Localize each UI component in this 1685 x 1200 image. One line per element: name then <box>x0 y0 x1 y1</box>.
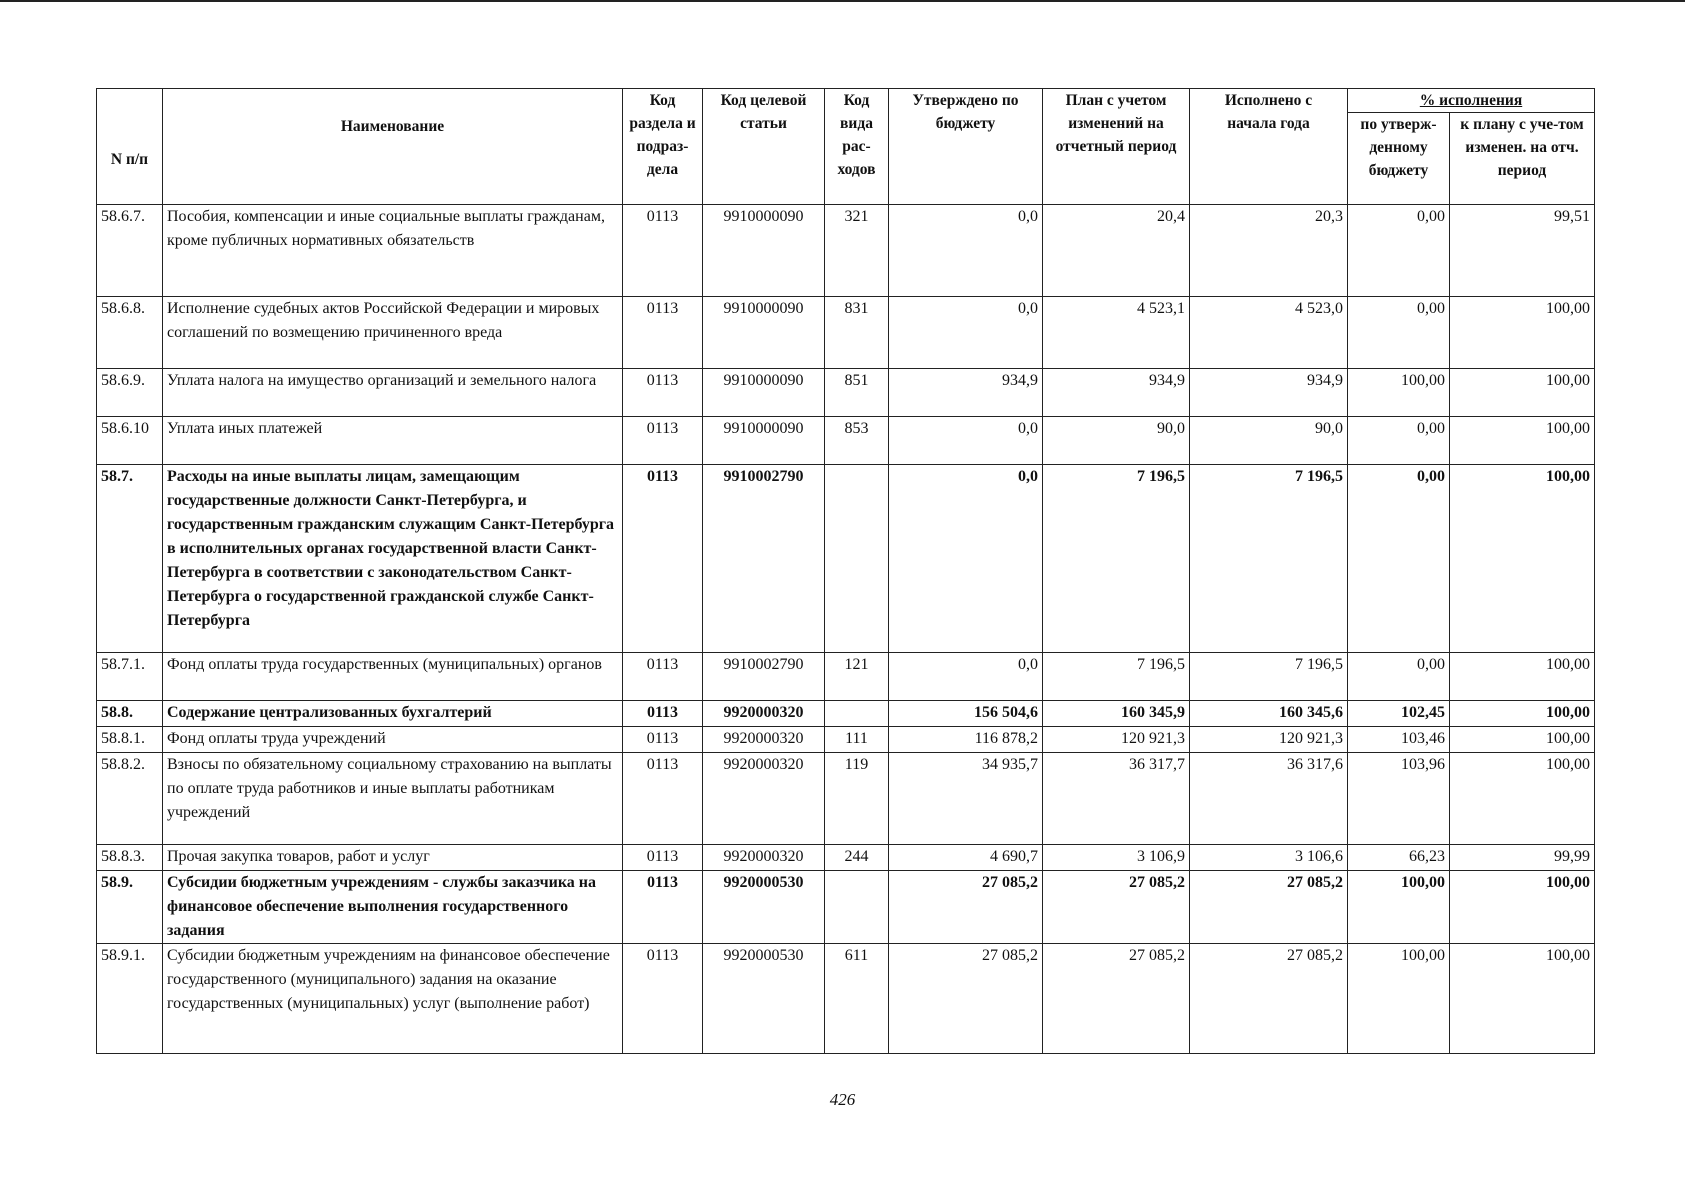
cell-num: 58.7. <box>97 465 163 653</box>
cell-ispoln: 120 921,3 <box>1190 727 1348 753</box>
cell-vid <box>825 465 889 653</box>
cell-vid: 244 <box>825 845 889 871</box>
cell-utv: 0,0 <box>889 653 1043 701</box>
cell-razdel: 0113 <box>623 753 703 845</box>
cell-pct-utv: 0,00 <box>1348 465 1450 653</box>
cell-razdel: 0113 <box>623 944 703 1054</box>
cell-num: 58.7.1. <box>97 653 163 701</box>
cell-pct-plan: 100,00 <box>1450 701 1595 727</box>
cell-pct-utv: 100,00 <box>1348 871 1450 944</box>
cell-name: Взносы по обязательному социальному страхованию на выплаты по оплате труда работников и иные выплаты работникам учреждений <box>163 753 623 845</box>
cell-pct-plan: 100,00 <box>1450 871 1595 944</box>
table-row <box>97 701 1595 727</box>
cell-tselevaya: 9920000530 <box>703 871 825 944</box>
cell-vid: 111 <box>825 727 889 753</box>
cell-pct-utv: 0,00 <box>1348 653 1450 701</box>
cell-vid: 121 <box>825 653 889 701</box>
cell-pct-plan: 100,00 <box>1450 753 1595 845</box>
cell-tselevaya: 9920000530 <box>703 944 825 1054</box>
cell-pct-plan: 100,00 <box>1450 465 1595 653</box>
cell-razdel: 0113 <box>623 701 703 727</box>
cell-name: Содержание централизованных бухгалтерий <box>163 701 623 727</box>
cell-name: Фонд оплаты труда государственных (муниципальных) органов <box>163 653 623 701</box>
cell-pct-utv: 102,45 <box>1348 701 1450 727</box>
cell-utv: 0,0 <box>889 417 1043 465</box>
cell-num: 58.8.3. <box>97 845 163 871</box>
cell-pct-plan: 100,00 <box>1450 727 1595 753</box>
table-row <box>97 205 1595 297</box>
cell-name: Фонд оплаты труда учреждений <box>163 727 623 753</box>
cell-name: Прочая закупка товаров, работ и услуг <box>163 845 623 871</box>
cell-num: 58.8.1. <box>97 727 163 753</box>
cell-ispoln: 90,0 <box>1190 417 1348 465</box>
table-row <box>97 944 1595 1054</box>
cell-name: Уплата иных платежей <box>163 417 623 465</box>
cell-utv: 934,9 <box>889 369 1043 417</box>
header-tselevaya: Код целевой статьи <box>703 89 825 205</box>
cell-num: 58.9. <box>97 871 163 944</box>
cell-name: Субсидии бюджетным учреждениям на финансовое обеспечение государственного (муниципального) задания на оказание государственных (муниципальных) услуг (выполнение работ) <box>163 944 623 1054</box>
cell-pct-utv: 0,00 <box>1348 205 1450 297</box>
cell-ispoln: 36 317,6 <box>1190 753 1348 845</box>
cell-tselevaya: 9920000320 <box>703 753 825 845</box>
cell-utv: 27 085,2 <box>889 944 1043 1054</box>
cell-plan: 120 921,3 <box>1043 727 1190 753</box>
cell-num: 58.6.7. <box>97 205 163 297</box>
cell-name: Уплата налога на имущество организаций и земельного налога <box>163 369 623 417</box>
cell-pct-utv: 0,00 <box>1348 417 1450 465</box>
cell-ispoln: 20,3 <box>1190 205 1348 297</box>
cell-name: Расходы на иные выплаты лицам, замещающим государственные должности Санкт-Петербурга, и государственным гражданским служащим Санкт-Петербурга в исполнительных органах государственной власти Санкт-Петербурга в соответствии с законодательством Санкт-Петербурга о государственной гражданской службе Санкт-Петербурга <box>163 465 623 653</box>
cell-vid: 831 <box>825 297 889 369</box>
cell-razdel: 0113 <box>623 369 703 417</box>
cell-vid <box>825 701 889 727</box>
table-row <box>97 653 1595 701</box>
cell-utv: 0,0 <box>889 465 1043 653</box>
cell-razdel: 0113 <box>623 205 703 297</box>
header-num: N п/п <box>97 89 163 205</box>
cell-plan: 36 317,7 <box>1043 753 1190 845</box>
cell-plan: 160 345,9 <box>1043 701 1190 727</box>
cell-tselevaya: 9920000320 <box>703 727 825 753</box>
cell-ispoln: 4 523,0 <box>1190 297 1348 369</box>
cell-ispoln: 7 196,5 <box>1190 465 1348 653</box>
cell-plan: 4 523,1 <box>1043 297 1190 369</box>
cell-pct-plan: 99,51 <box>1450 205 1595 297</box>
cell-utv: 116 878,2 <box>889 727 1043 753</box>
header-vid: Код вида рас-ходов <box>825 89 889 205</box>
header-razdel: Код раздела и подраз-дела <box>623 89 703 205</box>
cell-pct-utv: 100,00 <box>1348 369 1450 417</box>
header-utv: Утверждено по бюджету <box>889 89 1043 205</box>
cell-plan: 27 085,2 <box>1043 944 1190 1054</box>
cell-ispoln: 3 106,6 <box>1190 845 1348 871</box>
cell-name: Субсидии бюджетным учреждениям - службы заказчика на финансовое обеспечение выполнения государственного задания <box>163 871 623 944</box>
cell-tselevaya: 9910002790 <box>703 465 825 653</box>
cell-name: Исполнение судебных актов Российской Федерации и мировых соглашений по возмещению причиненного вреда <box>163 297 623 369</box>
page-number: 426 <box>829 1090 856 1109</box>
cell-pct-utv: 100,00 <box>1348 944 1450 1054</box>
header-ispoln: Исполнено с начала года <box>1190 89 1348 205</box>
table-body <box>97 205 1595 1054</box>
table-row <box>97 297 1595 369</box>
cell-razdel: 0113 <box>623 871 703 944</box>
cell-pct-utv: 66,23 <box>1348 845 1450 871</box>
cell-utv: 156 504,6 <box>889 701 1043 727</box>
cell-pct-plan: 100,00 <box>1450 369 1595 417</box>
header-pct-plan: к плану с уче-том изменен. на отч. период <box>1450 113 1595 205</box>
cell-num: 58.9.1. <box>97 944 163 1054</box>
cell-num: 58.6.10 <box>97 417 163 465</box>
cell-plan: 7 196,5 <box>1043 465 1190 653</box>
cell-ispoln: 27 085,2 <box>1190 871 1348 944</box>
cell-ispoln: 160 345,6 <box>1190 701 1348 727</box>
cell-plan: 20,4 <box>1043 205 1190 297</box>
cell-razdel: 0113 <box>623 465 703 653</box>
cell-ispoln: 7 196,5 <box>1190 653 1348 701</box>
cell-vid: 853 <box>825 417 889 465</box>
cell-plan: 90,0 <box>1043 417 1190 465</box>
cell-num: 58.8.2. <box>97 753 163 845</box>
cell-plan: 3 106,9 <box>1043 845 1190 871</box>
cell-razdel: 0113 <box>623 653 703 701</box>
cell-tselevaya: 9910000090 <box>703 417 825 465</box>
cell-ispoln: 934,9 <box>1190 369 1348 417</box>
header-name: Наименование <box>163 89 623 205</box>
cell-num: 58.8. <box>97 701 163 727</box>
cell-tselevaya: 9910002790 <box>703 653 825 701</box>
header-plan: План с учетом изменений на отчетный период <box>1043 89 1190 205</box>
cell-tselevaya: 9910000090 <box>703 297 825 369</box>
header-pct-utv: по утверж-денному бюджету <box>1348 113 1450 205</box>
cell-razdel: 0113 <box>623 845 703 871</box>
cell-pct-plan: 100,00 <box>1450 653 1595 701</box>
table-row <box>97 417 1595 465</box>
cell-utv: 0,0 <box>889 205 1043 297</box>
cell-tselevaya: 9920000320 <box>703 845 825 871</box>
cell-utv: 27 085,2 <box>889 871 1043 944</box>
cell-ispoln: 27 085,2 <box>1190 944 1348 1054</box>
cell-pct-utv: 103,46 <box>1348 727 1450 753</box>
cell-plan: 7 196,5 <box>1043 653 1190 701</box>
cell-vid: 851 <box>825 369 889 417</box>
top-rule <box>0 0 1685 2</box>
cell-pct-utv: 103,96 <box>1348 753 1450 845</box>
cell-vid: 611 <box>825 944 889 1054</box>
cell-razdel: 0113 <box>623 417 703 465</box>
cell-plan: 934,9 <box>1043 369 1190 417</box>
table-row <box>97 369 1595 417</box>
cell-tselevaya: 9910000090 <box>703 369 825 417</box>
cell-num: 58.6.9. <box>97 369 163 417</box>
table-row <box>97 871 1595 944</box>
cell-vid: 119 <box>825 753 889 845</box>
cell-pct-plan: 100,00 <box>1450 297 1595 369</box>
cell-name: Пособия, компенсации и иные социальные выплаты гражданам, кроме публичных нормативных обязательств <box>163 205 623 297</box>
header-pct-group: % исполнения <box>1348 89 1595 113</box>
cell-tselevaya: 9910000090 <box>703 205 825 297</box>
cell-utv: 4 690,7 <box>889 845 1043 871</box>
table-row <box>97 753 1595 845</box>
cell-tselevaya: 9920000320 <box>703 701 825 727</box>
cell-vid: 321 <box>825 205 889 297</box>
cell-pct-plan: 100,00 <box>1450 944 1595 1054</box>
table-row <box>97 727 1595 753</box>
cell-plan: 27 085,2 <box>1043 871 1190 944</box>
cell-num: 58.6.8. <box>97 297 163 369</box>
cell-pct-utv: 0,00 <box>1348 297 1450 369</box>
budget-table <box>96 88 1595 1054</box>
cell-utv: 0,0 <box>889 297 1043 369</box>
cell-razdel: 0113 <box>623 297 703 369</box>
cell-pct-plan: 100,00 <box>1450 417 1595 465</box>
table-row <box>97 465 1595 653</box>
cell-razdel: 0113 <box>623 727 703 753</box>
cell-vid <box>825 871 889 944</box>
table-row <box>97 845 1595 871</box>
cell-pct-plan: 99,99 <box>1450 845 1595 871</box>
cell-utv: 34 935,7 <box>889 753 1043 845</box>
